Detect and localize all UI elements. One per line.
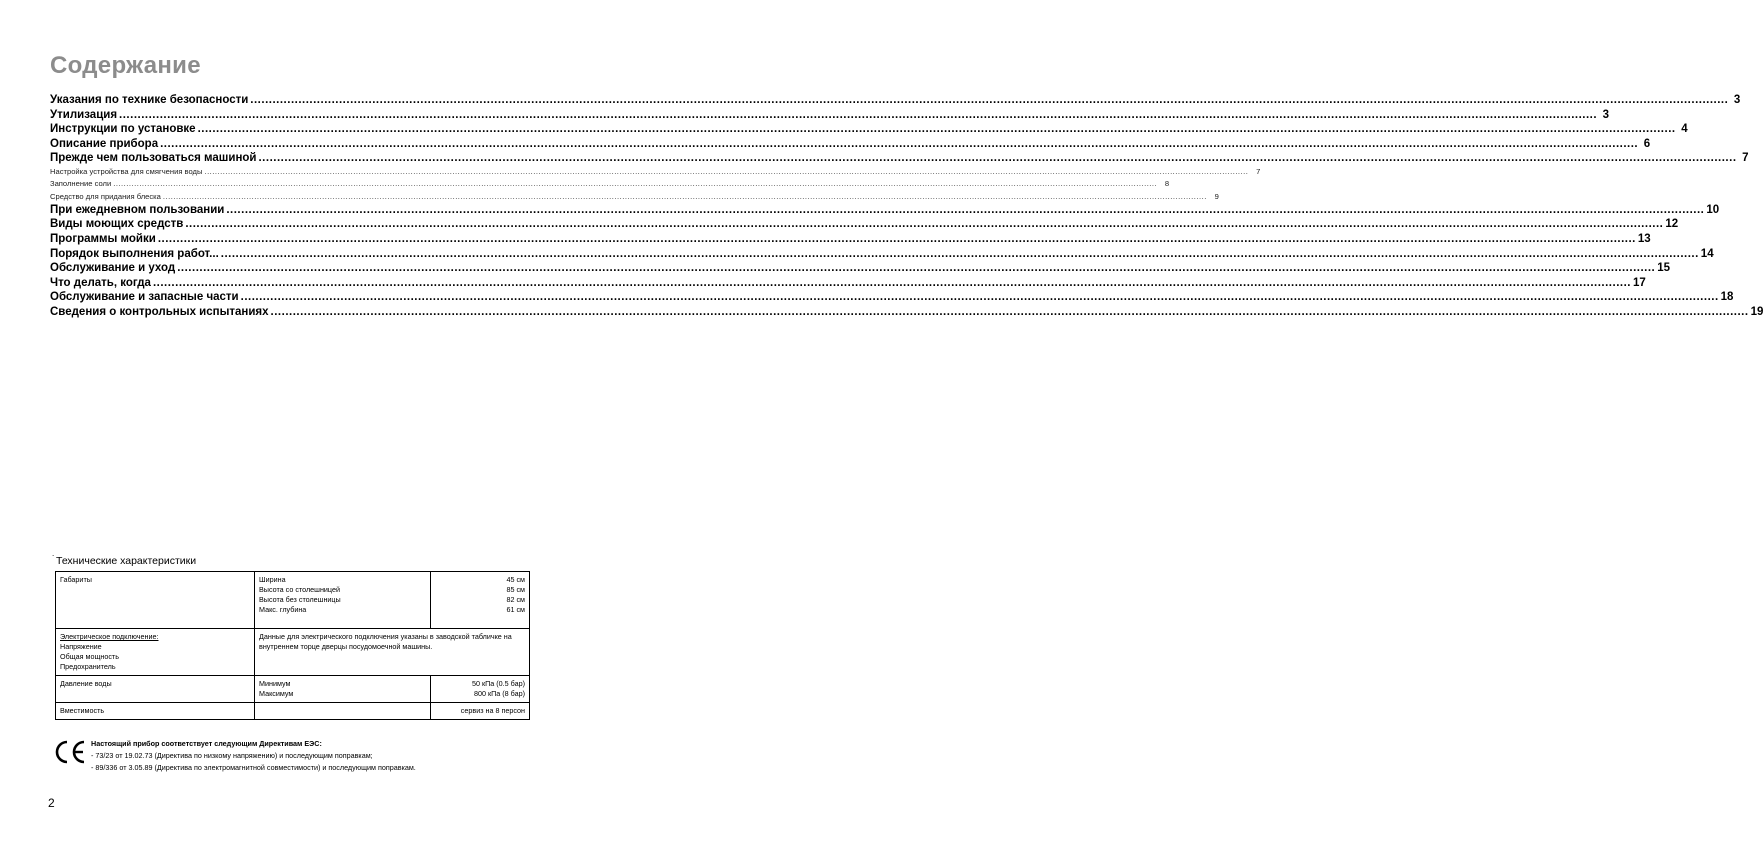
toc-leader-dots: ................................................................................................................................................................................................................................................................................................................................................................................................................ <box>162 191 1207 201</box>
toc-entry-page: 3 <box>1733 94 1741 106</box>
toc-entry-title: Инструкции по установке <box>50 123 196 136</box>
toc-entry-title: Обслуживание и уход <box>50 262 176 275</box>
spec-row-dimensions <box>56 572 530 629</box>
spec-label <box>56 629 255 676</box>
toc-entry-page: 10 <box>1706 203 1720 216</box>
toc-entry-title: Что делать, когда <box>50 276 151 289</box>
spec-names <box>255 572 431 629</box>
spec-name: Высота со столешницей <box>259 585 340 594</box>
toc-entry <box>50 94 1741 109</box>
toc-entry-page: 15 <box>1657 262 1671 275</box>
notice-line: - 73/23 от 19.02.73 (Директива по низкому напряжению) и последующим поправкам; <box>91 751 373 760</box>
notice-line: - 89/336 от 3.05.89 (Директива по электромагнитной совместимости) и последующим поправкам. <box>91 763 416 772</box>
toc-entry-page: 4 <box>1681 123 1688 136</box>
spec-item: Предохранитель <box>60 662 116 671</box>
toc-leader-dots: ................................................................................................................................................................................................................................................................................................................................................................................................................ <box>270 306 1749 319</box>
toc-entry <box>50 306 1763 321</box>
spec-value: сервиз на 8 персон <box>431 703 530 720</box>
toc-leader-dots: ................................................................................................................................................................................................................................................................................................................................................................................................................ <box>177 262 1656 275</box>
toc-entry-title: Прежде чем пользоваться машиной <box>50 152 257 165</box>
toc-entry <box>50 291 1734 306</box>
toc-entry-title: Сведения о контрольных испытаниях <box>50 306 269 319</box>
spec-value: 82 см <box>506 595 525 604</box>
spec-name: Минимум <box>259 679 291 688</box>
spec-note: Данные для электрического подключения указаны в заводской табличке на внутреннем торце дверцы посудомоечной машины. <box>255 629 530 676</box>
toc-entry <box>50 247 1714 263</box>
toc-entry-title: Обслуживание и запасные части <box>50 291 239 304</box>
specs-table <box>55 571 530 720</box>
toc-entry <box>50 262 1671 277</box>
table-of-contents <box>50 94 1763 321</box>
notice-intro: Настоящий прибор соответствует следующим Директивам ЕЭС: <box>91 739 322 748</box>
toc-leader-dots: ................................................................................................................................................................................................................................................................................................................................................................................................................ <box>119 108 1598 121</box>
spec-row-electrical <box>56 629 530 676</box>
toc-leader-dots: ................................................................................................................................................................................................................................................................................................................................................................................................................ <box>204 166 1249 176</box>
toc-leader-dots: ................................................................................................................................................................................................................................................................................................................................................................................................................ <box>220 247 1699 260</box>
toc-entry <box>50 137 1651 153</box>
toc-entry-title: Программы мойки <box>50 233 156 246</box>
spec-values <box>431 572 530 629</box>
spec-value: 61 см <box>506 605 525 614</box>
toc-leader-dots: ................................................................................................................................................................................................................................................................................................................................................................................................................ <box>250 94 1729 106</box>
ce-mark-icon <box>53 738 87 766</box>
toc-entry <box>50 179 1170 191</box>
spec-names <box>255 676 431 703</box>
toc-leader-dots: ................................................................................................................................................................................................................................................................................................................................................................................................................ <box>157 233 1636 246</box>
toc-entry <box>50 166 1261 179</box>
toc-entry-page: 17 <box>1632 276 1646 289</box>
spec-name: Макс. глубина <box>259 605 307 614</box>
spec-label: Габариты <box>56 572 255 629</box>
toc-entry-title: Заполнение соли <box>50 179 112 189</box>
toc-entry-title: Виды моющих средств <box>50 218 184 231</box>
spec-label-title: Электрическое подключение: <box>60 632 159 641</box>
toc-entry <box>50 123 1688 138</box>
toc-leader-dots: ................................................................................................................................................................................................................................................................................................................................................................................................................ <box>185 218 1664 231</box>
spec-item: Общая мощность <box>60 652 119 661</box>
toc-entry-page: 13 <box>1637 233 1651 246</box>
page-title: Содержание <box>50 52 201 79</box>
toc-entry-page: 14 <box>1700 247 1714 260</box>
toc-entry-page: 7 <box>1256 166 1261 176</box>
toc-entry-title: Утилизация <box>50 108 118 121</box>
toc-entry <box>50 218 1679 233</box>
toc-entry <box>50 108 1610 124</box>
spec-row-water <box>56 676 530 703</box>
toc-entry-page: 12 <box>1665 218 1679 231</box>
toc-entry-title: Средство для придания блеска <box>50 191 161 201</box>
toc-entry-title: При ежедневном пользовании <box>50 203 225 216</box>
toc-entry-page: 19 <box>1750 306 1763 319</box>
toc-entry <box>50 203 1720 219</box>
spec-value: 800 кПа (8 бар) <box>473 689 525 698</box>
spec-label: Давление воды <box>56 676 255 703</box>
toc-entry-page: 3 <box>1602 108 1610 121</box>
spec-value: 85 см <box>506 585 525 594</box>
spec-name: Ширина <box>259 575 286 584</box>
toc-entry-title: Описание прибора <box>50 137 159 150</box>
toc-entry-page: 9 <box>1214 191 1219 201</box>
toc-entry-title: Порядок выполнения работ... <box>50 247 219 260</box>
toc-entry-page: 7 <box>1742 152 1749 165</box>
toc-leader-dots: ................................................................................................................................................................................................................................................................................................................................................................................................................ <box>160 137 1639 150</box>
toc-entry <box>50 233 1651 248</box>
bullet-dot: . <box>52 549 55 558</box>
compliance-notice <box>91 738 536 774</box>
spec-name: Высота без столешницы <box>259 595 341 604</box>
toc-leader-dots: ................................................................................................................................................................................................................................................................................................................................................................................................................ <box>226 203 1705 216</box>
toc-entry-page: 8 <box>1164 179 1170 189</box>
toc-entry-title: Указания по технике безопасности <box>50 94 249 106</box>
spec-row-capacity <box>56 703 530 720</box>
spec-values <box>431 676 530 703</box>
toc-entry-title: Настройка устройства для смягчения воды <box>50 166 203 176</box>
toc-leader-dots: ................................................................................................................................................................................................................................................................................................................................................................................................................ <box>197 123 1676 136</box>
toc-entry-page: 6 <box>1643 137 1651 150</box>
toc-entry <box>50 276 1646 292</box>
specs-title: Технические характеристики <box>56 555 197 567</box>
spec-value: 50 кПа (0.5 бар) <box>471 679 525 688</box>
spec-name: Максимум <box>259 689 294 698</box>
page-number: 2 <box>48 796 55 810</box>
spec-item: Напряжение <box>60 642 102 651</box>
toc-entry <box>50 191 1219 204</box>
toc-leader-dots: ................................................................................................................................................................................................................................................................................................................................................................................................................ <box>240 291 1719 304</box>
toc-leader-dots: ................................................................................................................................................................................................................................................................................................................................................................................................................ <box>152 276 1631 289</box>
spec-value: 45 см <box>506 575 525 584</box>
toc-entry-page: 18 <box>1720 291 1734 304</box>
spec-empty <box>255 703 431 720</box>
toc-leader-dots: ................................................................................................................................................................................................................................................................................................................................................................................................................ <box>258 152 1737 165</box>
toc-entry <box>50 152 1749 167</box>
spec-label: Вместимость <box>56 703 255 720</box>
toc-leader-dots: ................................................................................................................................................................................................................................................................................................................................................................................................................ <box>113 179 1158 189</box>
